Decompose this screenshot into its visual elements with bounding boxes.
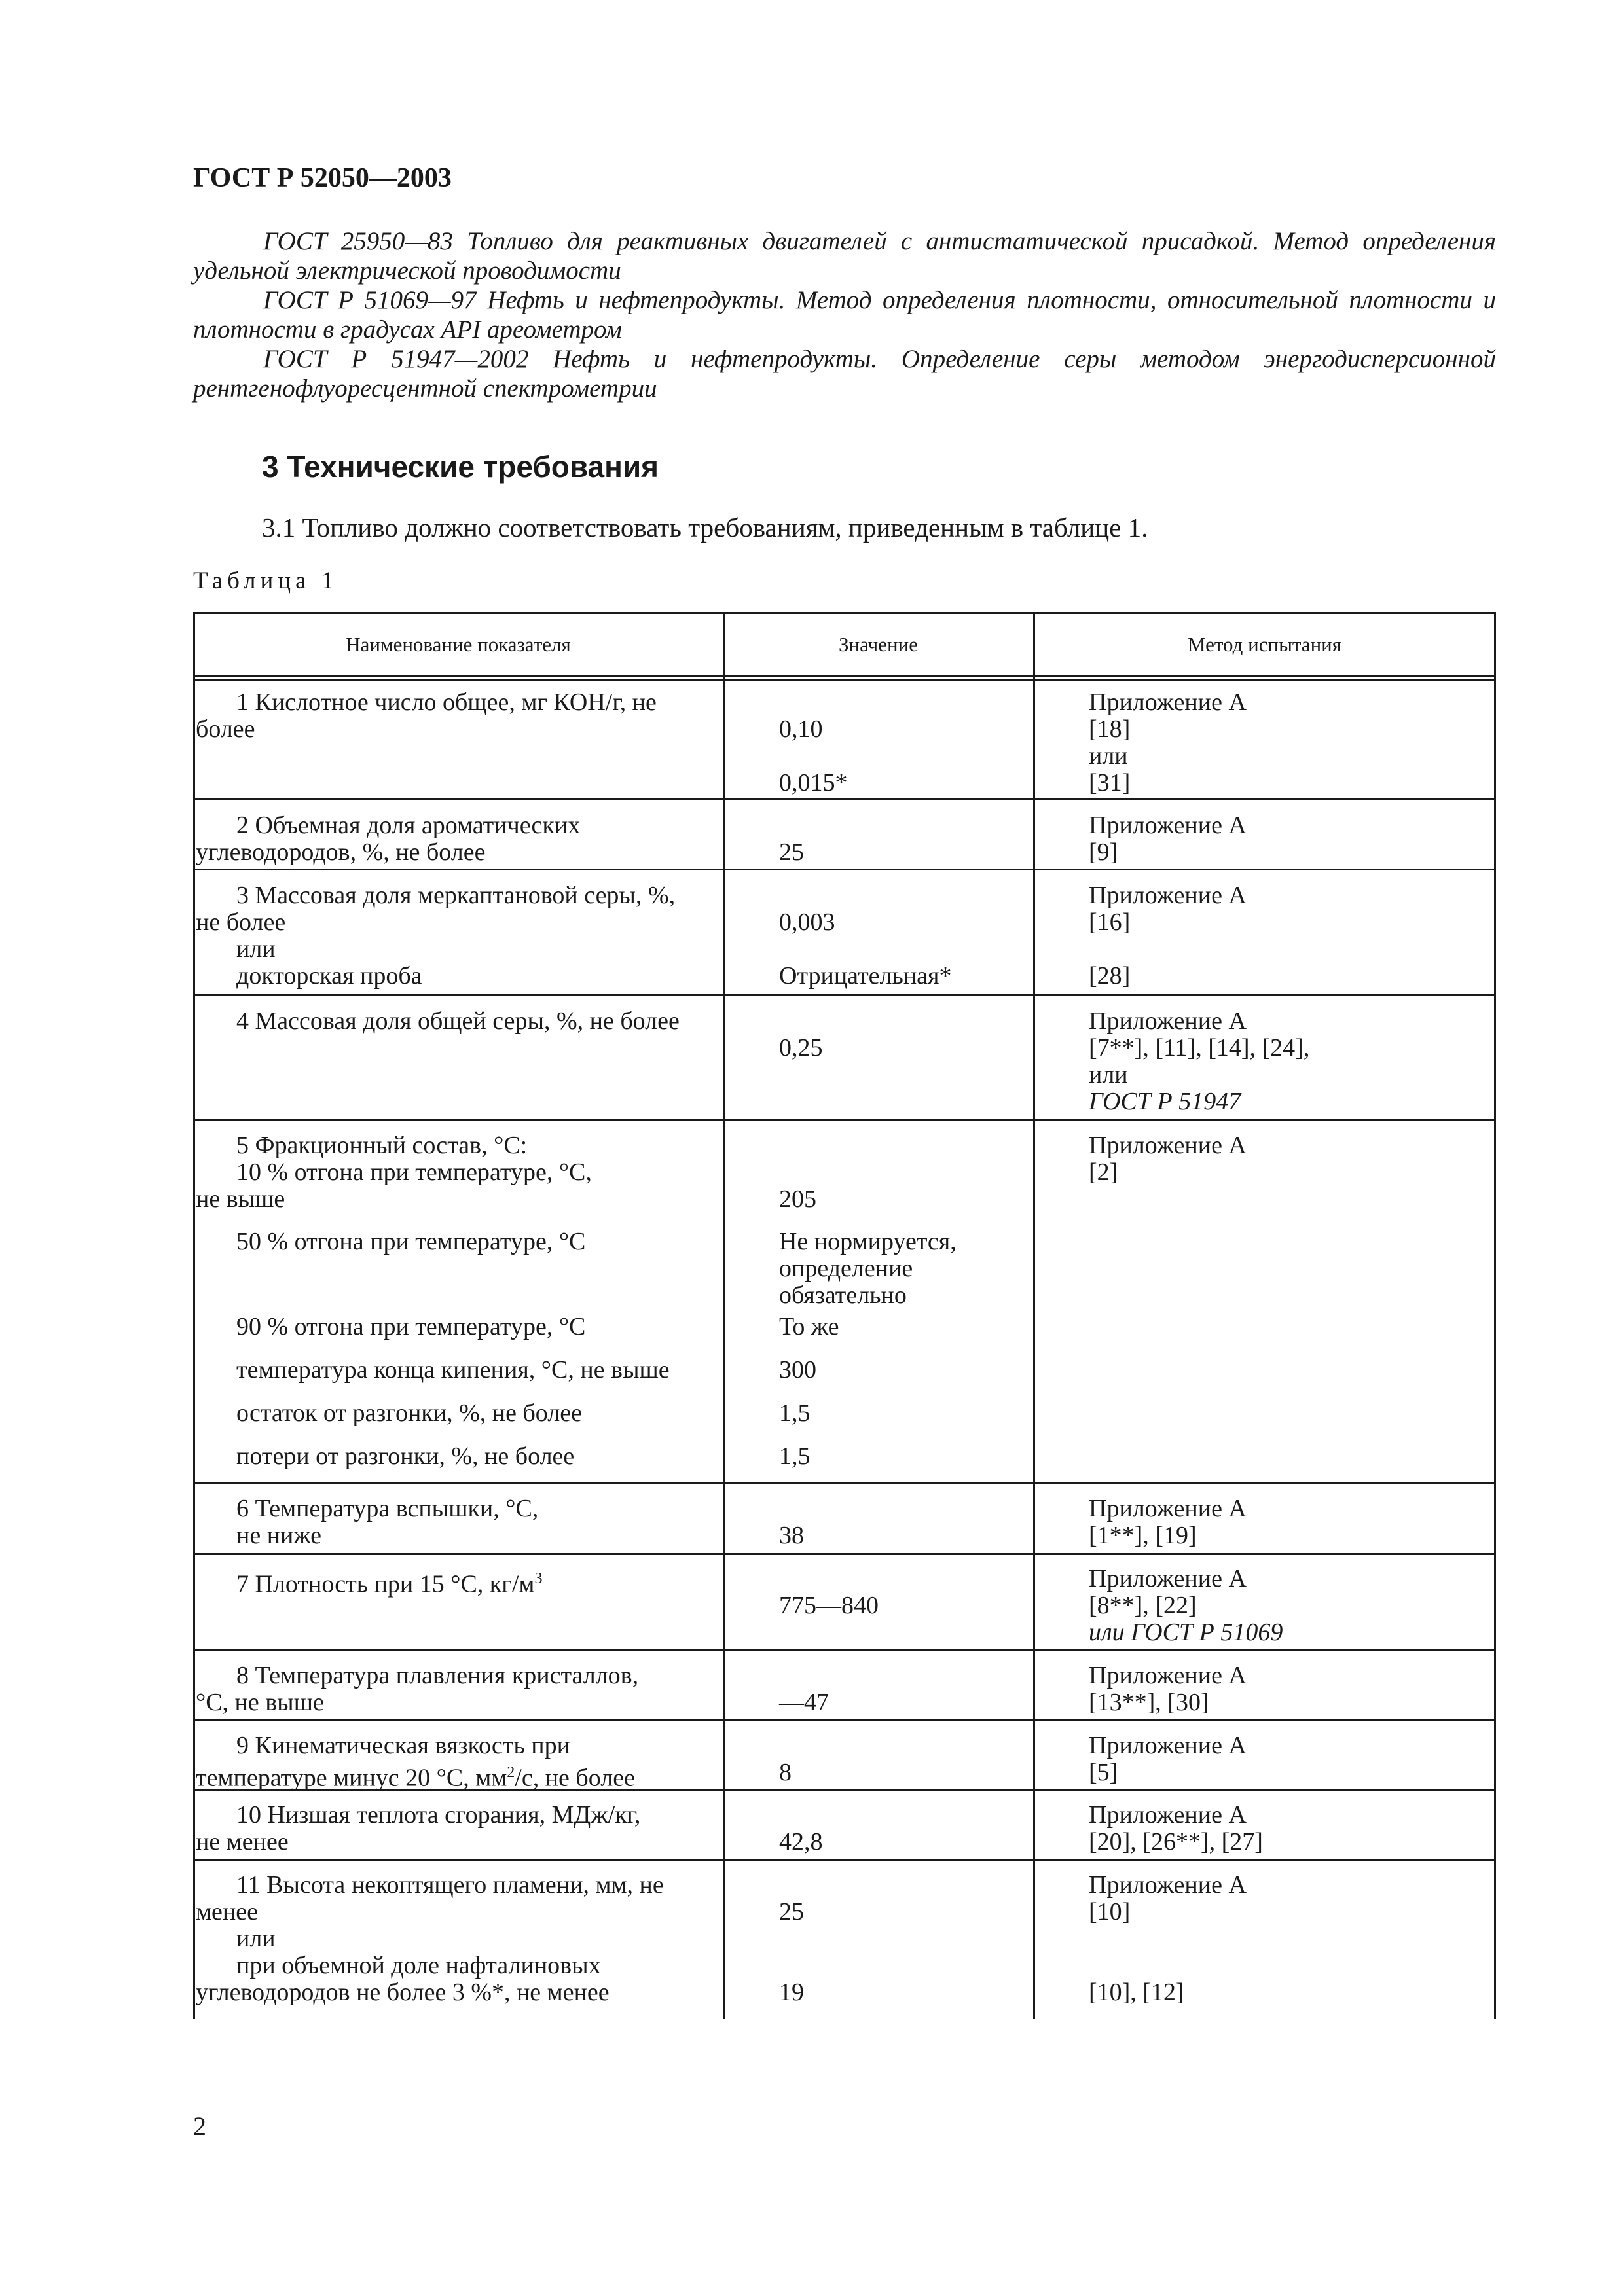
table-cell: 1,5 bbox=[779, 1399, 811, 1427]
table-cell: Приложение А bbox=[1089, 1495, 1247, 1522]
table-cell: не ниже bbox=[236, 1522, 321, 1549]
row-rule bbox=[193, 1119, 1496, 1121]
table-cell: 25 bbox=[779, 838, 804, 866]
row-rule bbox=[193, 1719, 1496, 1721]
table-border bbox=[1494, 612, 1496, 2019]
table-cell: То же bbox=[779, 1313, 839, 1340]
row-rule bbox=[193, 1649, 1496, 1651]
table-cell: 6 Температура вспышки, °С, bbox=[236, 1495, 539, 1522]
row-rule bbox=[193, 1482, 1496, 1484]
table-cell: [31] bbox=[1089, 769, 1131, 797]
table-cell: [8**], [22] bbox=[1089, 1592, 1197, 1619]
table-cell: углеводородов, %, не более bbox=[196, 838, 486, 866]
table-cell: Приложение А bbox=[1089, 1732, 1247, 1759]
table-cell: потери от разгонки, %, не более bbox=[236, 1443, 575, 1470]
intro-paragraph: 3.1 Топливо должно соответствовать требованиям, приведенным в таблице 1. bbox=[262, 512, 1148, 543]
table-cell: 1,5 bbox=[779, 1443, 811, 1470]
table-cell: не выше bbox=[196, 1185, 285, 1213]
table-cell: [10] bbox=[1089, 1898, 1131, 1926]
table-border bbox=[193, 612, 195, 2019]
table-cell bbox=[236, 1566, 542, 1598]
table-cell: остаток от разгонки, %, не более bbox=[236, 1399, 582, 1427]
table-cell: —47 bbox=[779, 1689, 829, 1716]
table-cell bbox=[196, 1759, 635, 1792]
table-cell: 3 Массовая доля меркаптановой серы, %, bbox=[236, 882, 676, 909]
table-cell: 0,015* bbox=[779, 769, 848, 797]
table-cell: Приложение А bbox=[1089, 689, 1247, 716]
table-cell-text: 7 Плотность при 15 °С, кг/м bbox=[236, 1570, 535, 1598]
table-cell: [2] bbox=[1089, 1158, 1118, 1186]
table-cell: [10], [12] bbox=[1089, 1979, 1184, 2006]
table-cell: 300 bbox=[779, 1356, 816, 1384]
table-cell: [18] bbox=[1089, 715, 1131, 743]
page-number: 2 bbox=[193, 2111, 206, 2141]
row-rule bbox=[193, 994, 1496, 996]
table-cell: 10 Низшая теплота сгорания, МДж/кг, bbox=[236, 1801, 641, 1829]
table-cell: 4 Массовая доля общей серы, %, не более bbox=[236, 1007, 680, 1035]
table-cell: 0,10 bbox=[779, 715, 823, 743]
table-cell: при объемной доле нафталиновых bbox=[236, 1952, 601, 1979]
table-cell: 0,003 bbox=[779, 908, 835, 936]
table-cell: или bbox=[1089, 1061, 1128, 1088]
table-caption: Таблица 1 bbox=[193, 567, 338, 594]
row-rule bbox=[193, 869, 1496, 870]
table-cell: [9] bbox=[1089, 838, 1118, 866]
table-cell: определение bbox=[779, 1255, 913, 1282]
table-cell: 38 bbox=[779, 1522, 804, 1549]
table-cell: Приложение А bbox=[1089, 812, 1247, 839]
table-cell: 8 Температура плавления кристаллов, bbox=[236, 1662, 639, 1689]
column-rule bbox=[1033, 612, 1035, 2019]
table-cell: 42,8 bbox=[779, 1828, 823, 1856]
table-cell: ГОСТ Р 51947 bbox=[1089, 1088, 1241, 1115]
column-header: Наименование показателя bbox=[346, 633, 571, 656]
table-cell: или bbox=[236, 1925, 276, 1952]
section-title: 3 Технические требования bbox=[262, 450, 659, 484]
table-cell: Приложение А bbox=[1089, 1871, 1247, 1899]
table-cell: температура конца кипения, °С, не выше bbox=[236, 1356, 670, 1384]
table-cell: Приложение А bbox=[1089, 1801, 1247, 1829]
table-cell: 9 Кинематическая вязкость при bbox=[236, 1732, 570, 1759]
table-cell: Не нормируется, bbox=[779, 1228, 957, 1255]
column-rule bbox=[723, 612, 725, 2019]
table-cell: углеводородов не более 3 %*, не менее bbox=[196, 1979, 610, 2006]
column-header: Метод испытания bbox=[1187, 633, 1342, 656]
table-cell: 50 % отгона при температуре, °С bbox=[236, 1228, 586, 1255]
table-cell: 8 bbox=[779, 1759, 792, 1786]
row-rule bbox=[193, 1859, 1496, 1861]
document-header: ГОСТ Р 52050—2003 bbox=[193, 163, 452, 193]
table-cell: [7**], [11], [14], [24], bbox=[1089, 1034, 1310, 1062]
table-cell: 2 Объемная доля ароматических bbox=[236, 812, 581, 839]
table-cell: менее bbox=[196, 1898, 258, 1926]
table-cell: 0,25 bbox=[779, 1034, 823, 1062]
table-cell: более bbox=[196, 715, 255, 743]
row-rule bbox=[193, 798, 1496, 800]
reference-item: ГОСТ Р 51947—2002 Нефть и нефтепродукты. Определение серы методом энергодисперсионной рентгенофлуоресцентной спектрометрии bbox=[193, 345, 1496, 403]
table-cell: 90 % отгона при температуре, °С bbox=[236, 1313, 586, 1340]
table-cell: или ГОСТ Р 51069 bbox=[1089, 1619, 1283, 1646]
table-cell: [5] bbox=[1089, 1759, 1118, 1786]
table-cell: 205 bbox=[779, 1185, 816, 1213]
table-cell: Отрицательная* bbox=[779, 962, 952, 990]
superscript: 2 bbox=[507, 1764, 515, 1781]
table-cell-text: /с, не более bbox=[515, 1764, 635, 1792]
table-cell: Приложение А bbox=[1089, 1662, 1247, 1689]
requirements-table bbox=[193, 612, 1496, 2019]
table-cell: [20], [26**], [27] bbox=[1089, 1828, 1263, 1856]
reference-item: ГОСТ Р 51069—97 Нефть и нефтепродукты. Метод определения плотности, относительной плотности и плотности в градусах API ареометром bbox=[193, 286, 1496, 344]
table-cell: 5 Фракционный состав, °С: bbox=[236, 1132, 528, 1159]
table-cell: [16] bbox=[1089, 908, 1131, 936]
reference-item: ГОСТ 25950—83 Топливо для реактивных двигателей с антистатической присадкой. Метод определения удельной электрической проводимости bbox=[193, 227, 1496, 285]
table-cell: Приложение А bbox=[1089, 882, 1247, 909]
table-cell: обязательно bbox=[779, 1282, 907, 1309]
table-border bbox=[193, 612, 1496, 614]
table-cell: 11 Высота некоптящего пламени, мм, не bbox=[236, 1871, 664, 1899]
table-cell: Приложение А bbox=[1089, 1565, 1247, 1592]
table-cell: не более bbox=[196, 908, 286, 936]
header-rule bbox=[193, 675, 1496, 677]
table-cell: 775—840 bbox=[779, 1592, 879, 1619]
column-header: Значение bbox=[839, 633, 918, 656]
header-rule bbox=[193, 679, 1496, 681]
table-cell: не менее bbox=[196, 1828, 289, 1856]
table-cell: °С, не выше bbox=[196, 1689, 324, 1716]
superscript: 3 bbox=[534, 1570, 543, 1587]
table-cell: или bbox=[1089, 742, 1128, 770]
row-rule bbox=[193, 1553, 1496, 1555]
table-cell: Приложение А bbox=[1089, 1132, 1247, 1159]
table-cell-text: температуре минус 20 °С, мм bbox=[196, 1764, 507, 1792]
table-cell: 25 bbox=[779, 1898, 804, 1926]
table-cell: докторская проба bbox=[236, 962, 422, 990]
table-cell: или bbox=[236, 935, 276, 963]
table-cell: 19 bbox=[779, 1979, 804, 2006]
table-cell: 10 % отгона при температуре, °С, bbox=[236, 1158, 592, 1186]
table-cell: 1 Кислотное число общее, мг КОН/г, не bbox=[236, 689, 657, 716]
table-cell: Приложение А bbox=[1089, 1007, 1247, 1035]
normative-references bbox=[193, 226, 1496, 403]
table-cell: [13**], [30] bbox=[1089, 1689, 1209, 1716]
table-cell: [28] bbox=[1089, 962, 1131, 990]
table-cell: [1**], [19] bbox=[1089, 1522, 1197, 1549]
